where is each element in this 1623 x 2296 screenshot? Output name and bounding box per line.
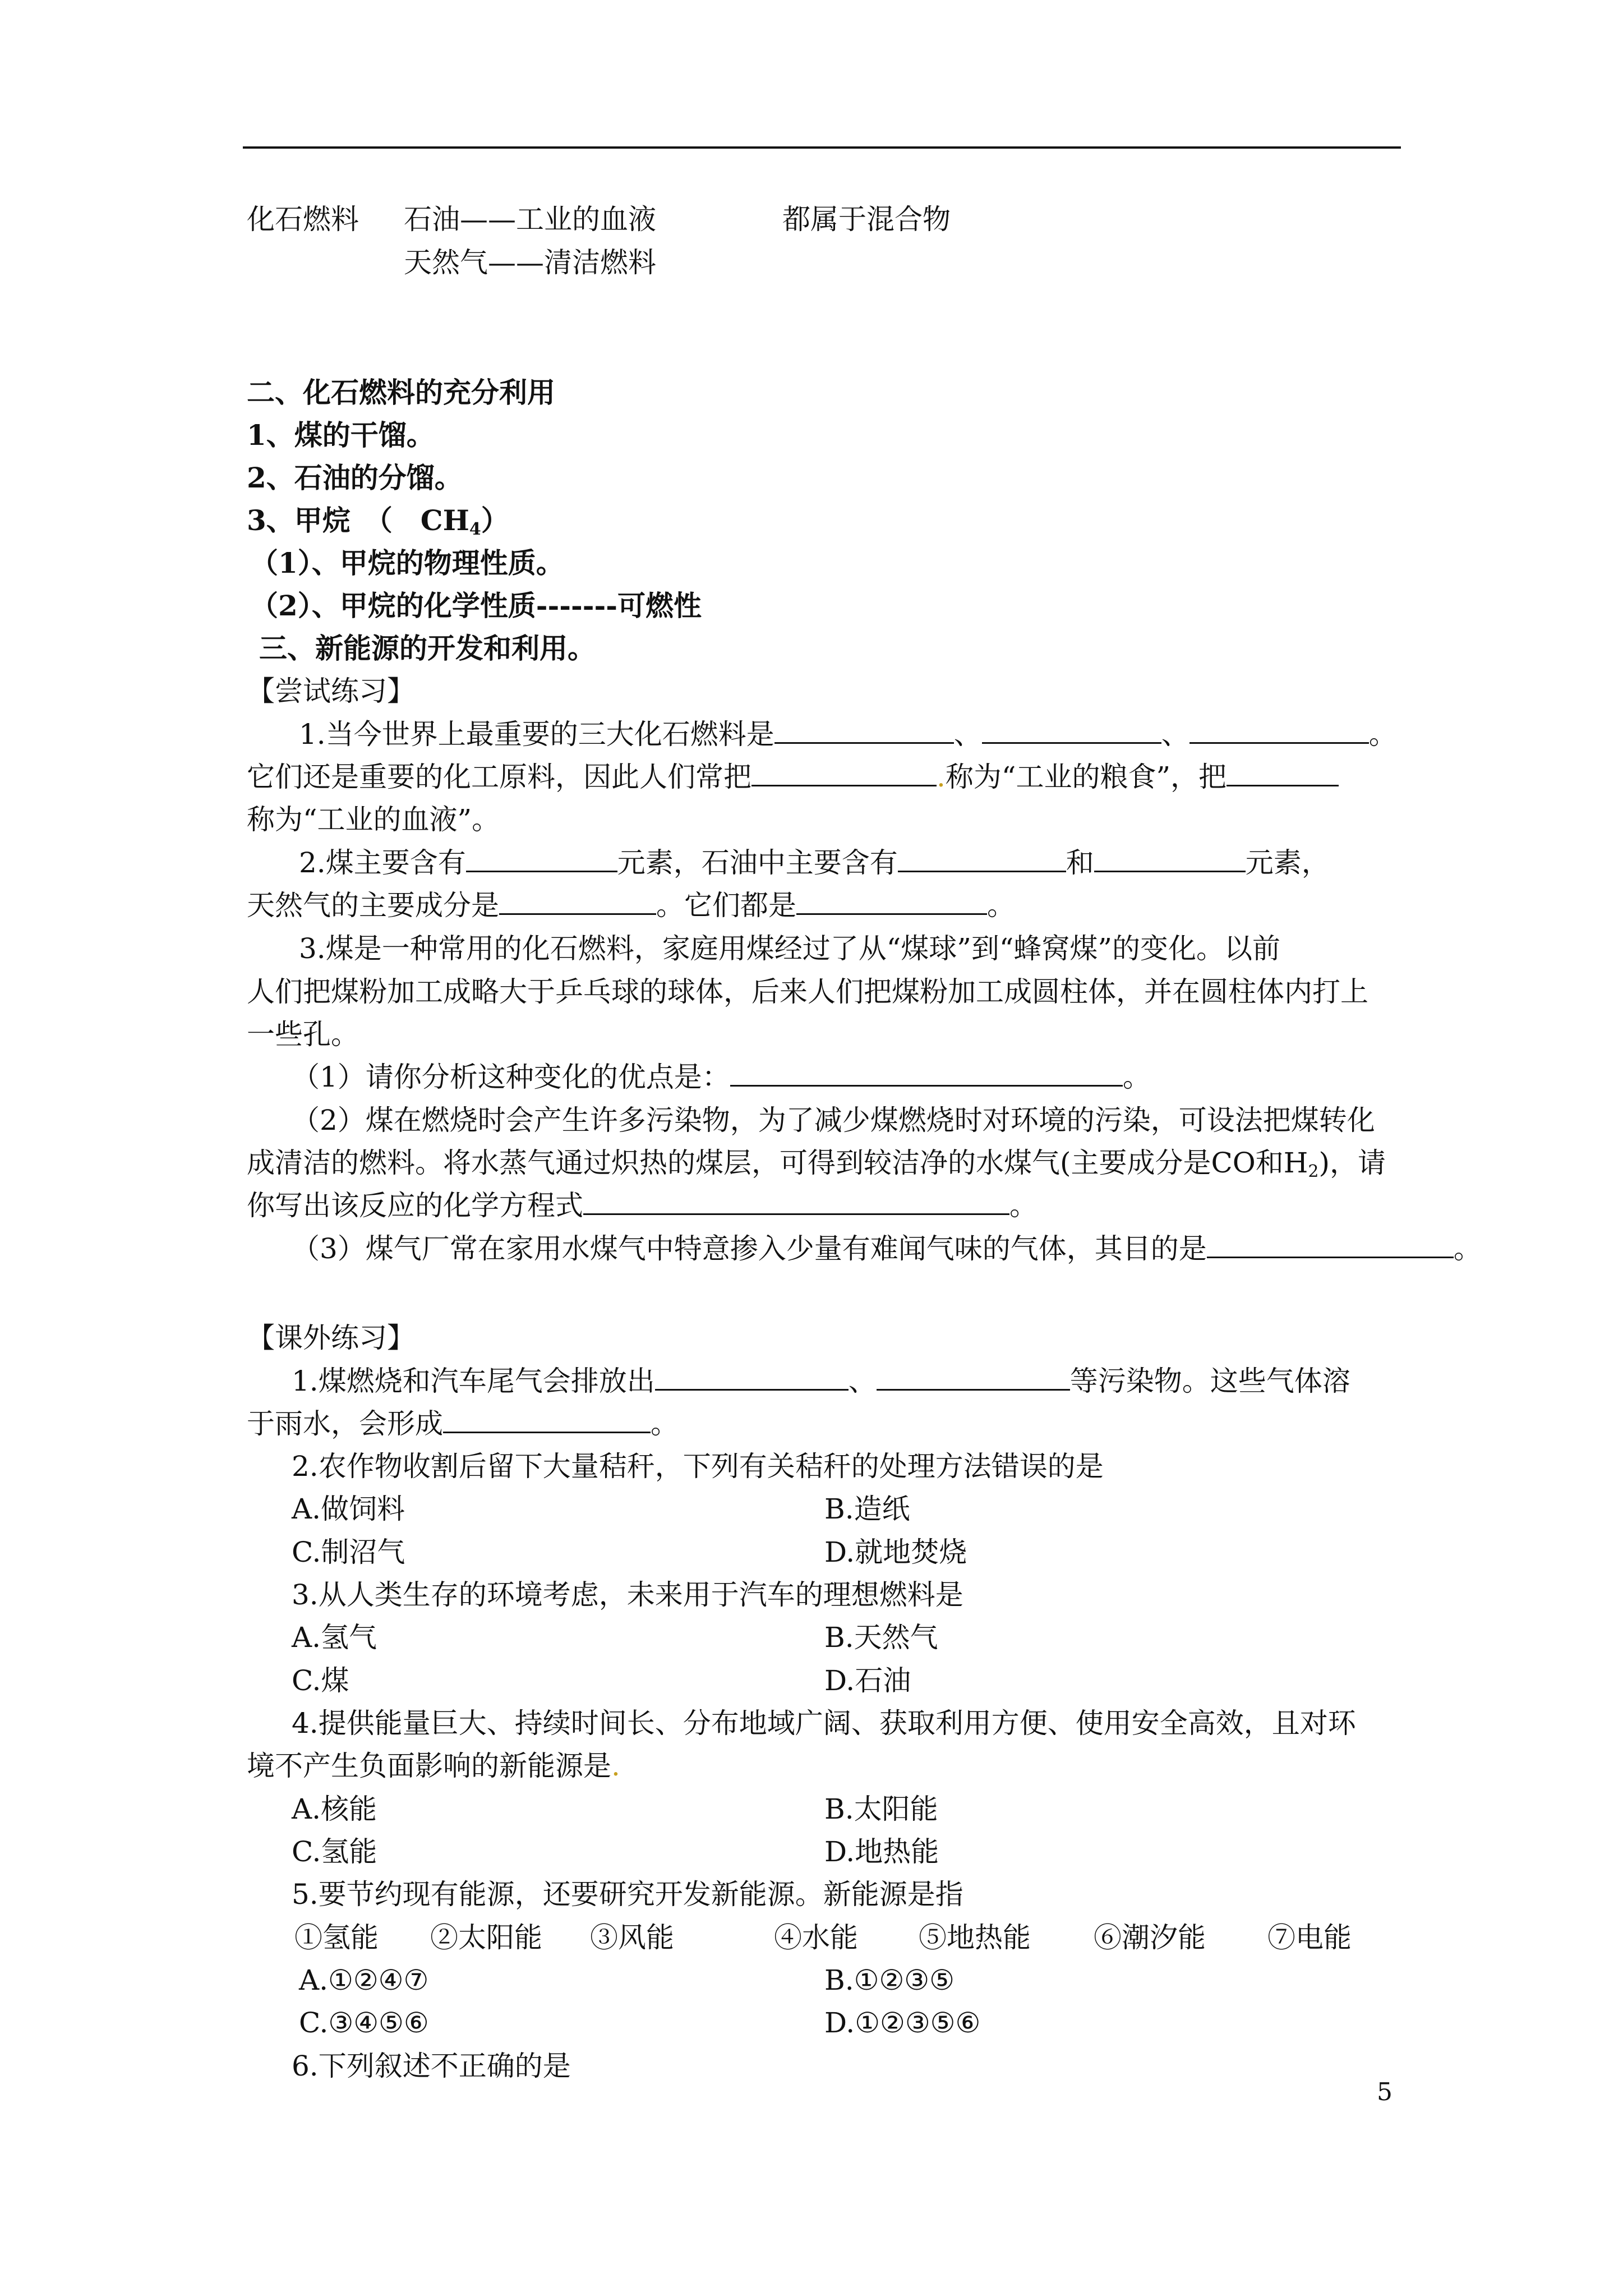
extra-q5: 5.要节约现有能源，还要研究开发新能源。新能源是指 bbox=[292, 1878, 963, 1911]
gas-text: 天然气——清洁燃料 bbox=[404, 246, 656, 279]
energy-item: ①氢能 bbox=[294, 1921, 379, 1954]
option[interactable]: A.①②④⑦ bbox=[299, 1964, 429, 1996]
blank[interactable] bbox=[751, 757, 937, 786]
oil-text: 石油——工业的血液 bbox=[404, 203, 656, 236]
option[interactable]: B.天然气 bbox=[824, 1621, 938, 1654]
option[interactable]: A.做饲料 bbox=[292, 1493, 405, 1525]
try-practice-heading: 【尝试练习】 bbox=[247, 675, 415, 707]
fossil-label: 化石燃料 bbox=[247, 203, 359, 236]
extra-q4-line2: 境不产生负面影响的新能源是. bbox=[247, 1750, 620, 1782]
energy-item: ⑦电能 bbox=[1267, 1921, 1352, 1954]
section2-item3: 3、甲烷 （ $CH_4$） bbox=[247, 504, 509, 539]
extra-q6: 6.下列叙述不正确的是 bbox=[292, 2050, 571, 2082]
blank[interactable] bbox=[774, 714, 954, 744]
option[interactable]: B.太阳能 bbox=[824, 1793, 938, 1825]
extra-q4-line1: 4.提供能量巨大、持续时间长、分布地域广阔、获取利用方便、使用安全高效，且对环 bbox=[292, 1707, 1356, 1740]
option[interactable]: C.制沼气 bbox=[292, 1536, 405, 1568]
try-q3-2-line3: 你写出该反应的化学方程式 。 bbox=[247, 1185, 1038, 1226]
energy-item: ⑥潮汐能 bbox=[1094, 1921, 1206, 1954]
extra-q1-line1: 1.煤燃烧和汽车尾气会排放出 、 等污染物。这些气体溶 bbox=[292, 1361, 1350, 1401]
option[interactable]: C.③④⑤⑥ bbox=[299, 2007, 429, 2039]
try-q3-2-line2: 成清洁的燃料。将水蒸气通过炽热的煤层，可得到较洁净的水煤气(主要成分是CO和$H_2$)，请 bbox=[247, 1147, 1386, 1181]
blank[interactable] bbox=[898, 843, 1066, 872]
try-q1-line2: 它们还是重要的化工原料，因此人们常把 .称为“工业的粮食”，把 bbox=[247, 757, 1339, 797]
section2-sub2: （2）、甲烷的化学性质-------可燃性 bbox=[250, 589, 702, 622]
option[interactable]: A.氢气 bbox=[292, 1621, 377, 1654]
section3-title: 三、新能源的开发和利用。 bbox=[259, 632, 596, 665]
try-q2-line2: 天然气的主要成分是 。它们都是 。 bbox=[247, 885, 1015, 926]
section2-sub1: （1）、甲烷的物理性质。 bbox=[250, 546, 564, 579]
mixture-text: 都属于混合物 bbox=[782, 203, 951, 236]
option[interactable]: B.造纸 bbox=[824, 1493, 910, 1525]
try-q3-line2: 人们把煤粉加工成略大于乒乓球的球体，后来人们把煤粉加工成圆柱体，并在圆柱体内打上 bbox=[247, 976, 1368, 1008]
try-q3-line1: 3.煤是一种常用的化石燃料，家庭用煤经过了从“煤球”到“蜂窝煤”的变化。以前 bbox=[299, 932, 1280, 965]
section2-title: 二、化石燃料的充分利用 bbox=[247, 376, 555, 409]
option[interactable]: A.核能 bbox=[292, 1793, 377, 1825]
section2-item2: 2、石油的分馏。 bbox=[247, 461, 463, 494]
blank[interactable] bbox=[655, 1361, 849, 1391]
try-q3-2-line1: （2）煤在燃烧时会产生许多污染物，为了减少煤燃烧时对环境的污染，可设法把煤转化 bbox=[292, 1104, 1375, 1137]
energy-item: ②太阳能 bbox=[430, 1921, 542, 1954]
fossil-summary-line-1 bbox=[247, 199, 951, 240]
extra-q3: 3.从人类生存的环境考虑，未来用于汽车的理想燃料是 bbox=[292, 1579, 963, 1611]
try-q1-line3: 称为“工业的血液”。 bbox=[247, 803, 500, 836]
blank[interactable] bbox=[1189, 714, 1369, 744]
option[interactable]: B.①②③⑤ bbox=[824, 1964, 955, 1996]
try-q1-line1: 1.当今世界上最重要的三大化石燃料是 、 、 。 bbox=[299, 714, 1397, 754]
blank[interactable] bbox=[796, 885, 987, 915]
blank[interactable] bbox=[982, 714, 1161, 744]
energy-item: ③风能 bbox=[590, 1921, 674, 1954]
blank[interactable] bbox=[1207, 1228, 1454, 1258]
blank[interactable] bbox=[730, 1057, 1123, 1087]
try-q3-1: （1）请你分析这种变化的优点是： 。 bbox=[292, 1057, 1151, 1097]
blank[interactable] bbox=[1227, 757, 1339, 786]
option[interactable]: C.氢能 bbox=[292, 1835, 377, 1868]
energy-item: ⑤地热能 bbox=[919, 1921, 1031, 1954]
option[interactable]: D.石油 bbox=[824, 1664, 911, 1697]
extra-practice-heading: 【课外练习】 bbox=[247, 1322, 415, 1354]
blank[interactable] bbox=[443, 1404, 651, 1433]
energy-item: ④水能 bbox=[774, 1921, 858, 1954]
blank[interactable] bbox=[877, 1361, 1070, 1391]
header-rule bbox=[243, 146, 1401, 149]
section2-item1: 1、煤的干馏。 bbox=[247, 418, 435, 452]
blank[interactable] bbox=[1094, 843, 1246, 872]
option[interactable]: C.煤 bbox=[292, 1664, 349, 1697]
try-q3-3: （3）煤气厂常在家用水煤气中特意掺入少量有难闻气味的气体，其目的是 。 bbox=[292, 1228, 1482, 1269]
blank[interactable] bbox=[499, 885, 656, 915]
try-q3-line3: 一些孔。 bbox=[247, 1018, 359, 1051]
blank[interactable] bbox=[583, 1185, 1009, 1215]
blank[interactable] bbox=[466, 843, 617, 872]
try-q2-line1: 2.煤主要含有 元素，石油中主要含有 和 元素， bbox=[299, 843, 1330, 883]
page-number: 5 bbox=[1377, 2078, 1393, 2106]
option[interactable]: D.地热能 bbox=[824, 1835, 939, 1868]
extra-q1-line2: 于雨水，会形成 。 bbox=[247, 1404, 679, 1444]
option[interactable]: D.就地焚烧 bbox=[824, 1536, 967, 1568]
extra-q2: 2.农作物收割后留下大量秸秆，下列有关秸秆的处理方法错误的是 bbox=[292, 1450, 1104, 1483]
option[interactable]: D.①②③⑤⑥ bbox=[824, 2007, 981, 2039]
